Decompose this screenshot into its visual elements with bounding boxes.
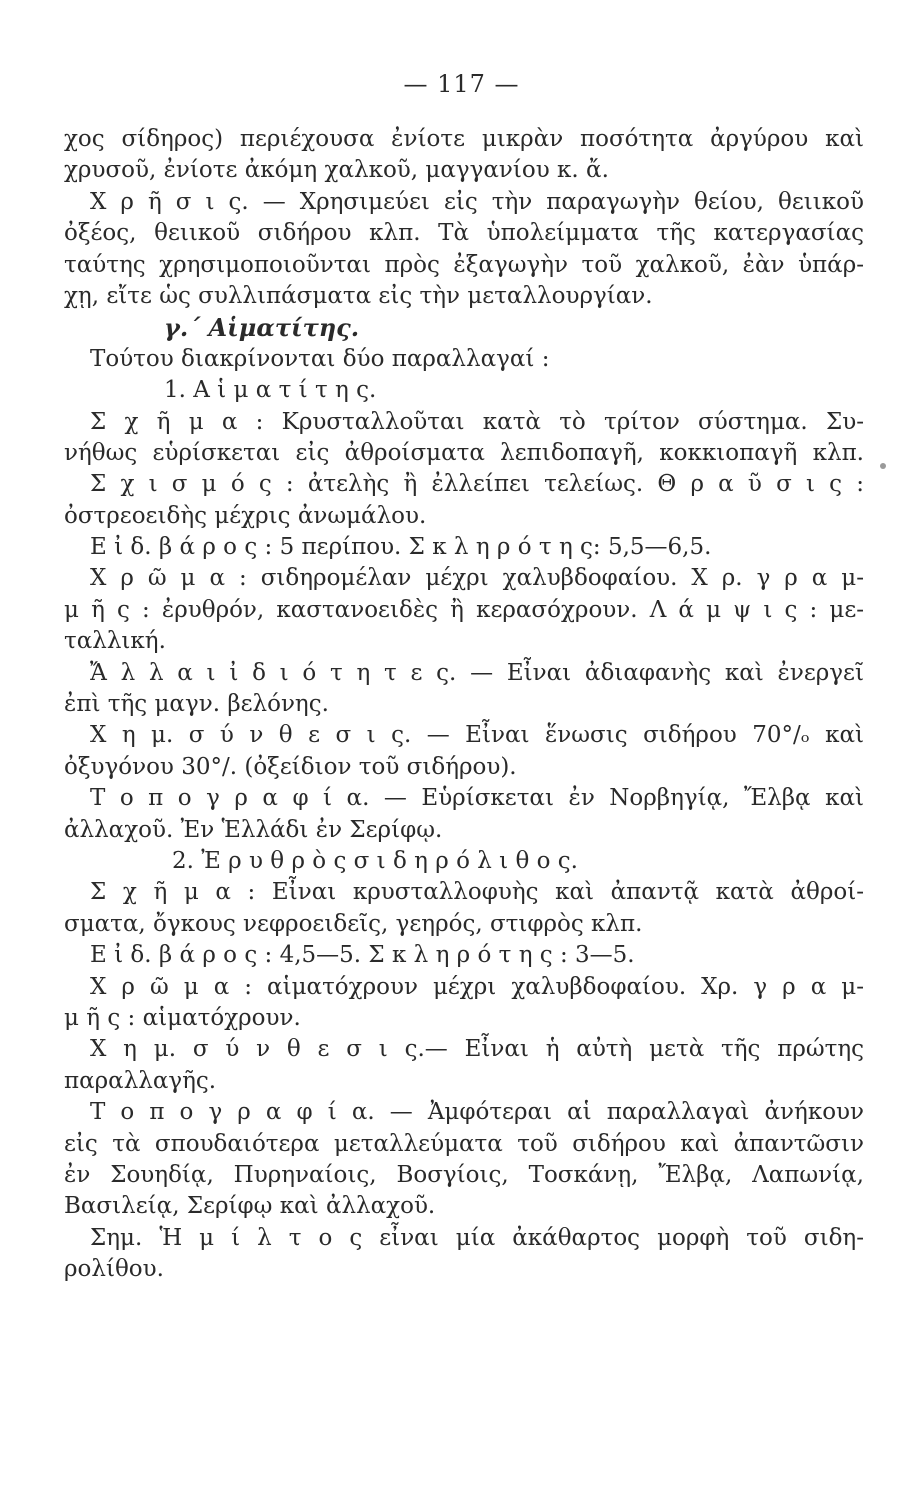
text-line: ὀξυγόνου 30°/. (ὀξείδιον τοῦ σιδήρου). <box>64 753 517 780</box>
text-line: Σημ. Ἡ μ ί λ τ ο ς εἶναι μία ἀκάθαρτος μορφὴ τοῦ σιδη- <box>90 1224 864 1251</box>
ink-speck <box>880 463 886 469</box>
text-line: μ ῆ ς : αἱματόχρουν. <box>64 1004 301 1031</box>
text-line: μ ῆ ς : ἐρυθρόν, καστανοειδὲς ἢ κερασόχρουν. Λ ά μ ψ ι ς : με- <box>64 596 864 623</box>
text-line: Τούτου διακρίνονται δύο παραλλαγαί : <box>90 345 550 372</box>
text-line: Τ ο π ο γ ρ α φ ί α. — Ἀμφότεραι αἱ παραλλαγαὶ ἀνήκουν <box>90 1099 864 1126</box>
text-line: εἰς τὰ σπουδαιότερα μεταλλεύματα τοῦ σιδήρου καὶ ἀπαντῶσιν <box>64 1130 864 1157</box>
text-line: Σ χ ῆ μ α : Εἶναι κρυσταλλοφυὴς καὶ ἀπαντᾷ κατὰ ἀθροί- <box>90 879 864 906</box>
text-line: ταλλική. <box>64 628 166 655</box>
text-line: ταύτης χρησιμοποιοῦνται πρὸς ἐξαγωγὴν τοῦ χαλκοῦ, ἐὰν ὑπάρ- <box>64 251 864 278</box>
section-heading <box>64 312 864 343</box>
text-line: Χ ρ ῆ σ ι ς. — Χρησιμεύει εἰς τὴν παραγωγὴν θείου, θειικοῦ <box>90 188 864 215</box>
text-line: ὀξέος, θειικοῦ σιδήρου κλπ. Τὰ ὑπολείμματα τῆς κατεργασίας <box>64 220 864 247</box>
text-line: Χ η μ. σ ύ ν θ ε σ ι ς. — Εἶναι ἕνωσις σιδήρου 70°/ₒ καὶ <box>90 722 864 749</box>
text-line: χῃ, εἴτε ὡς συλλιπάσματα εἰς τὴν μεταλλουργίαν. <box>64 282 653 309</box>
text-line: 1. Α ἱ μ α τ ί τ η ς. <box>164 377 377 404</box>
text-line: Σ χ ῆ μ α : Κρυσταλλοῦται κατὰ τὸ τρίτον σύστημα. Συ- <box>90 408 864 435</box>
text-line: Βασιλείᾳ, Σερίφῳ καὶ ἀλλαχοῦ. <box>64 1193 436 1220</box>
text-line: ὀστρεοειδὴς μέχρις ἀνωμάλου. <box>64 502 427 529</box>
text-line: Ε ἰ δ. β ά ρ ο ς : 4,5—5. Σ κ λ η ρ ό τ η ς : 3—5. <box>90 942 635 969</box>
text-line: ρολίθου. <box>64 1256 164 1283</box>
text-line: ἐν Σουηδίᾳ, Πυρηναίοις, Βοσγίοις, Τοσκάνῃ, Ἔλβᾳ, Λαπωνίᾳ, <box>64 1161 864 1188</box>
text-line: ἐπὶ τῆς μαγν. βελόνης. <box>64 691 329 718</box>
text-line: Τ ο π ο γ ρ α φ ί α. — Εὑρίσκεται ἐν Νορβηγίᾳ, Ἔλβᾳ καὶ <box>90 785 864 812</box>
text-line: σματα, ὄγκους νεφροειδεῖς, γεηρός, στιφρὸς κλπ. <box>64 910 643 937</box>
text-line: χος σίδηρος) περιέχουσα ἐνίοτε μικρὰν ποσότητα ἀργύρου καὶ <box>64 126 864 152</box>
text-line: νήθως εὑρίσκεται εἰς ἀθροίσματα λεπιδοπαγῆ, κοκκιοπαγῆ κλπ. <box>64 439 864 466</box>
page-text-body <box>64 124 864 1285</box>
section-heading-text: γ.΄ Αἱματίτης. <box>164 313 360 343</box>
text-line: Σ χ ι σ μ ό ς : ἀτελὴς ἢ ἐλλείπει τελείως. Θ ρ α ῦ σ ι ς : <box>90 471 864 498</box>
text-line: Ε ἰ δ. β ά ρ ο ς : 5 περίπου. Σ κ λ η ρ ό τ η ς: 5,5—6,5. <box>90 534 712 561</box>
text-line: Χ η μ. σ ύ ν θ ε σ ι ς.— Εἶναι ἡ αὐτὴ μετὰ τῆς πρώτης <box>90 1036 864 1063</box>
text-line: Χ ρ ῶ μ α : σιδηρομέλαν μέχρι χαλυβδοφαίου. Χ ρ. γ ρ α μ- <box>90 565 864 592</box>
text-line: Ἄ λ λ α ι ἰ δ ι ό τ η τ ε ς. — Εἶναι ἀδιαφανὴς καὶ ἐνεργεῖ <box>90 659 864 686</box>
text-line: 2. Ἐ ρ υ θ ρ ὸ ς σ ι δ η ρ ό λ ι θ ο ς. <box>172 847 578 874</box>
text-line: χρυσοῦ, ἐνίοτε ἀκόμη χαλκοῦ, μαγγανίου κ. ἄ. <box>64 157 609 184</box>
text-line: Χ ρ ῶ μ α : αἱματόχρουν μέχρι χαλυβδοφαίου. Χρ. γ ρ α μ- <box>90 973 864 1000</box>
text-line: ἀλλαχοῦ. Ἐν Ἑλλάδι ἐν Σερίφῳ. <box>64 816 443 843</box>
text-line: παραλλαγῆς. <box>64 1067 217 1094</box>
page-number: — 117 — <box>403 70 520 98</box>
